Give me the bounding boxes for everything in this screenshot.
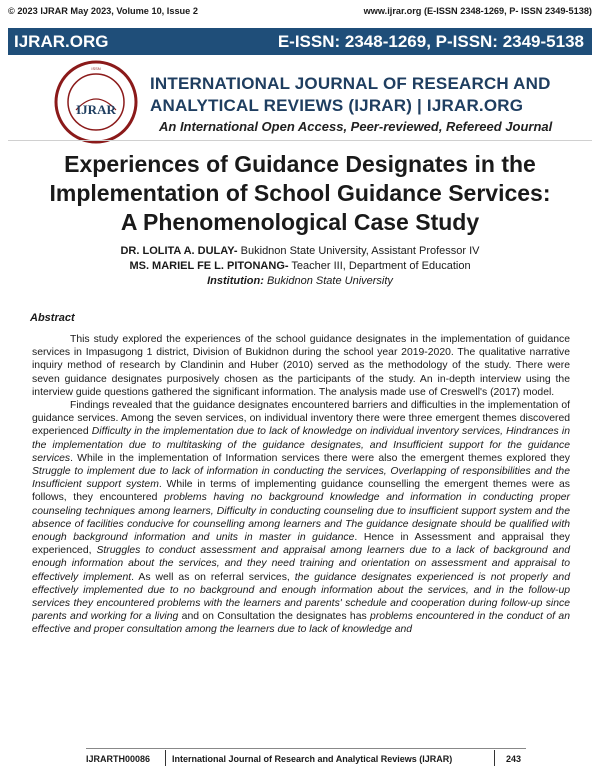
footer-divider [494, 750, 495, 766]
journal-tagline: An International Open Access, Peer-reviewed, Refereed Journal [159, 119, 553, 134]
website-issn: www.ijrar.org (E-ISSN 2348-1269, P- ISSN 2349-5138) [363, 6, 592, 16]
paper-title [20, 150, 580, 237]
svg-text:ISSN: ISSN [91, 66, 101, 71]
journal-logo [54, 60, 138, 144]
author2-affiliation: Teacher III, Department of Education [288, 260, 471, 272]
title-line3: A Phenomenological Case Study [120, 209, 480, 235]
footer-divider [165, 750, 166, 766]
author1-name: DR. LOLITA A. DULAY- [120, 245, 238, 257]
journal-title-line2: ANALYTICAL REVIEWS (IJRAR) | IJRAR.ORG [150, 96, 524, 115]
institution-label: Institution: [207, 275, 264, 287]
running-header [8, 6, 592, 20]
footer-journal: International Journal of Research and Analytical Reviews (IJRAR) [172, 754, 453, 764]
author2-name: MS. MARIEL FE L. PITONANG- [129, 260, 289, 272]
author1-affiliation: Bukidnon State University, Assistant Professor IV [237, 245, 480, 257]
band-issn: E-ISSN: 2348-1269, P-ISSN: 2349-5138 [277, 32, 584, 51]
journal-title-line1: INTERNATIONAL JOURNAL OF RESEARCH AND [150, 74, 551, 93]
title-line2: Implementation of School Guidance Services: [49, 180, 551, 206]
page-number: 243 [506, 754, 522, 764]
band-site: IJRAR.ORG [14, 32, 109, 51]
author-block [20, 244, 580, 289]
page-footer [0, 748, 600, 768]
issue-info: © 2023 IJRAR May 2023, Volume 10, Issue 2 [8, 6, 198, 16]
footer-code: IJRARTH00086 [86, 754, 151, 764]
abstract-para2: Findings revealed that the guidance designates encountered barriers and difficulties in the implementation of guidance services. Among the seven services, on individual inventory there were three emergent themes discovered experienced Difficulty in the implementation due to lack of knowledge on individual inventory services, Hindrances in the implementation due to multitasking of the guidance designates, and Insufficient support for the guidance services. While in the implementation of Information services there were also the emergent themes explored they Struggle to implement due to lack of information in conducting the services, Overlapping of responsibilities and the Insufficient support system. While in terms of implementing guidance counselling the emergent themes were as follows, they encountered problems having no background knowledge and information in conducting proper counseling techniques among learners, Difficulty in conducting counseling due to insufficient support system and the absence of facilities conducive for counselling among learners and The guidance designate should be qualified with enough background information and units in master in guidance. Hence in Assessment and appraisal they experienced, Struggles to conduct assessment and appraisal among learners due to a lack of background and enough information about the services, and they need training and orientation on assessment and appraisal to effectively implement. As well as on referral services, the guidance designates experienced is not properly and effectively implemented due to no background and enough information about the services, and in the follow-up services they encountered problems with the learners and parents' schedule and cooperation during follow-up since parents and working for a living and on Consultation the designates has problems encountered in the conduct of an effective and proper consultation among the learners due to lack of knowledge and [32, 400, 570, 636]
abstract-heading: Abstract [30, 312, 75, 324]
abstract-body [32, 333, 570, 637]
logo-text: IJRAR [76, 102, 116, 117]
title-line1: Experiences of Guidance Designates in the [64, 151, 536, 177]
journal-band [8, 28, 592, 55]
abstract-para1: This study explored the experiences of the school guidance designates in the implementation of guidance services in Impasugong 1 district, Division of Bukidnon during the school year 2019-2020. The qualitative narrative inquiry method of research by Clandinin and Huber (2010) served as the methodology of the study. There were seven guidance designates purposively chosen as the participants of the study. An in-depth interview using the interview guide questions gathered the significant information. The analysis made use of Creswell's (2017) model. [32, 334, 570, 398]
header-divider [8, 140, 592, 141]
institution-value: Bukidnon State University [263, 275, 393, 287]
footer-rule [86, 748, 526, 749]
